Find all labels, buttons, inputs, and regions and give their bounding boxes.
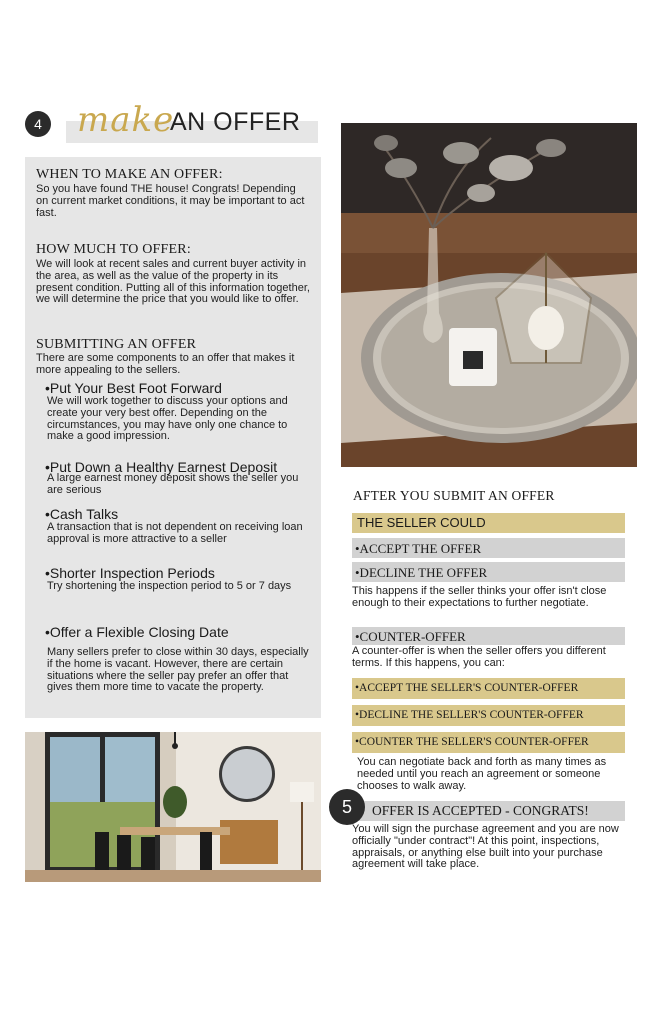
option-counter-label: •COUNTER THE SELLER'S COUNTER-OFFER	[355, 736, 589, 748]
item-earnest-body: A large earnest money deposit shows the seller you are serious	[47, 472, 299, 496]
when-body: So you have found THE house! Congrats! Depending on current market conditions, it may be important to act fast.	[36, 183, 305, 219]
submitting-heading: SUBMITTING AN OFFER	[36, 337, 197, 352]
item-closing-title: •Offer a Flexible Closing Date	[45, 624, 229, 640]
option-accept-label: •ACCEPT THE SELLER'S COUNTER-OFFER	[355, 682, 579, 694]
step-4-badge: 4	[25, 111, 51, 137]
item-closing-body: Many sellers prefer to close within 30 days, especially if the home is vacant. However, there are certain situations where the seller pay prefer an offer that gives them more time to vacate the property.	[47, 646, 309, 694]
how-much-heading: HOW MUCH TO OFFER:	[36, 242, 191, 257]
decline-label: •DECLINE THE OFFER	[355, 565, 488, 580]
dining-room-photo	[25, 732, 321, 882]
item-inspection-title: •Shorter Inspection Periods	[45, 565, 215, 581]
accept-label: •ACCEPT THE OFFER	[355, 541, 482, 556]
item-inspection-body: Try shortening the inspection period to 5 or 7 days	[47, 580, 292, 592]
option-decline-label: •DECLINE THE SELLER'S COUNTER-OFFER	[355, 709, 584, 721]
item-cash-title: •Cash Talks	[45, 506, 119, 522]
when-heading: WHEN TO MAKE AN OFFER:	[36, 167, 223, 182]
decor-tray-photo	[341, 123, 637, 467]
negotiate-body: You can negotiate back and forth as many times as needed until you reach an agreement or someone chooses to walk away.	[357, 756, 607, 792]
page-title: AN OFFER	[170, 108, 301, 136]
item-cash-body: A transaction that is not dependent on receiving loan approval is more attractive to a seller	[47, 521, 303, 545]
accepted-body: You will sign the purchase agreement and you are now officially "under contract"! At this point, inspections, appraisals, or anything else built into your purchase agreement will take place.	[352, 823, 619, 871]
counter-body: A counter-offer is when the seller offers you different terms. If this happens, you can:	[352, 645, 606, 669]
item-best-foot-title: •Put Your Best Foot Forward	[45, 380, 222, 396]
how-much-body: We will look at recent sales and current buyer activity in the area, as well as the value of the property in its present condition. Putting all of this information together, we will determine the price that you would like to offer.	[36, 258, 310, 306]
submitting-intro: There are some components to an offer that makes it more appealing to the sellers.	[36, 352, 295, 376]
seller-could-label: THE SELLER COULD	[357, 515, 486, 530]
item-earnest-title: •Put Down a Healthy Earnest Deposit	[45, 459, 278, 475]
decline-body: This happens if the seller thinks your offer isn't close enough to their expectations to further negotiate.	[352, 585, 607, 609]
accepted-heading: OFFER IS ACCEPTED - CONGRATS!	[372, 803, 589, 818]
step-5-badge: 5	[329, 789, 365, 825]
item-best-foot-body: We will work together to discuss your options and create your very best offer. Depending on the circumstances, you may have only one chance to make a good impression.	[47, 395, 288, 443]
counter-label: •COUNTER-OFFER	[355, 629, 466, 644]
title-script: make	[77, 100, 175, 140]
after-submit-heading: AFTER YOU SUBMIT AN OFFER	[353, 488, 555, 503]
